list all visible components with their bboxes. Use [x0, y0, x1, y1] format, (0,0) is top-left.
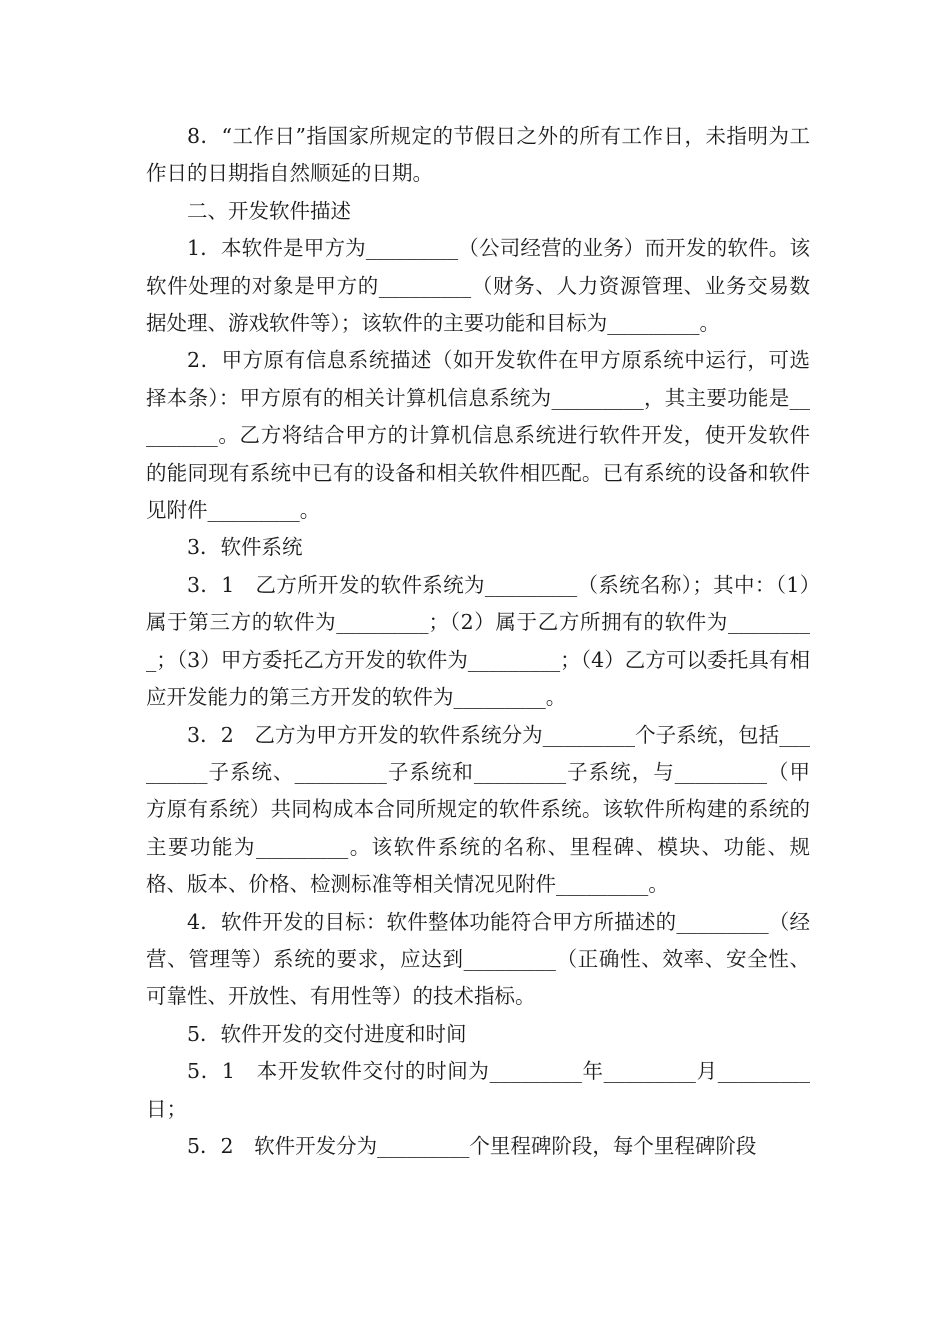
heading-delivery-schedule: 5．软件开发的交付进度和时间 [187, 1021, 467, 1046]
paragraph-software-purpose: 1．本软件是甲方为_________（公司经营的业务）而开发的软件。该软件处理的对象是甲方的_________（财务、人力资源管理、业务交易数据处理、游戏软件等）；该软件的主要功能和目标为_________。 [146, 236, 810, 336]
paragraph-clause-5-1: 5．1 本开发软件交付的时间为_________年_________月_________日； [146, 1059, 810, 1121]
paragraph-working-day-definition: 8．“工作日”指国家所规定的节假日之外的所有工作日，未指明为工作日的日期指自然顺延的日期。 [146, 124, 810, 186]
paragraph-existing-system: 2．甲方原有信息系统描述（如开发软件在甲方原系统中运行，可选择本条）：甲方原有的相关计算机信息系统为_________，其主要功能是_________。乙方将结合甲方的计算机信息系统进行软件开发，使开发软件的能同现有系统中已有的设备和相关软件相匹配。已有系统的设备和软件见附件_________。 [146, 348, 810, 523]
section-heading-software-description: 二、开发软件描述 [187, 198, 351, 223]
document-body [146, 118, 810, 1165]
paragraph-clause-3-1: 3．1 乙方所开发的软件系统为_________（系统名称）；其中：（1）属于第三方的软件为_________；（2）属于乙方所拥有的软件为_________；（3）甲方委托乙方开发的软件为_________；（4）乙方可以委托具有相应开发能力的第三方开发的软件为_________。 [146, 572, 810, 710]
heading-software-system: 3．软件系统 [187, 535, 303, 560]
paragraph-clause-5-2: 5．2 软件开发分为_________个里程碑阶段，每个里程碑阶段 [187, 1133, 757, 1158]
paragraph-development-goal: 4．软件开发的目标：软件整体功能符合甲方所描述的_________（经营、管理等）系统的要求，应达到_________（正确性、效率、安全性、可靠性、开放性、有用性等）的技术指标。 [146, 909, 810, 1009]
paragraph-clause-3-2: 3．2 乙方为甲方开发的软件系统分为_________个子系统，包括_________子系统、_________子系统和_________子系统，与_________（甲方原有系统）共同构成本合同所规定的软件系统。该软件所构建的系统的主要功能为_________。该软件系统的名称、里程碑、模块、功能、规格、版本、价格、检测标准等相关情况见附件_________。 [146, 722, 810, 897]
